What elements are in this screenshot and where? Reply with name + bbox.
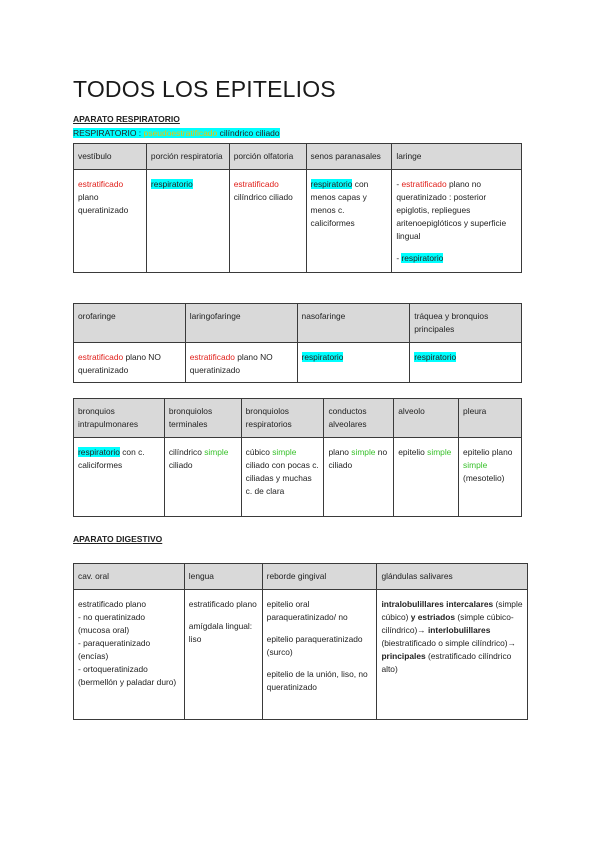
highlight-text: respiratorio [78,447,120,458]
red-text: estratificado [401,179,447,190]
cell-line: - no queratinizado [78,612,146,623]
cell-paragraph: epitelio de la unión, liso, no queratinizado [266,669,368,693]
bold-text: y [410,612,416,623]
cell-line: - ortoqueratinizado [78,664,148,675]
respiratory-table-3 [73,398,522,517]
table-cell [394,438,459,517]
digestive-table [73,563,528,720]
bold-text: estriados [417,612,456,623]
header-cell: senos paranasales [306,144,392,170]
bold-text: interlobulillares [427,625,491,636]
cell-paragraph: epitelio oral paraqueratinizado/ no [266,599,348,623]
respiratory-table-2 [73,303,522,383]
subtitle-rest: cilíndrico ciliado [219,128,280,138]
cell-text: plano [328,447,349,458]
red-text: estratificado [78,352,124,363]
header-cell: tráquea y bronquios principales [410,304,522,343]
table-cell [297,343,410,383]
highlight-text: respiratorio [414,352,457,363]
cell-text: ciliado [168,460,193,471]
header-cell: reborde gingival [262,564,377,590]
cell-line: - paraqueratinizado [78,638,151,649]
table-cell [306,170,392,273]
table-row [74,590,528,720]
table-cell [74,590,185,720]
cell-text: epitelio plano [463,447,513,458]
table-cell [392,170,522,273]
bold-text: principales [381,651,426,662]
cell-text: con menos capas y menos c. caliciformes [310,179,369,229]
header-cell: lengua [184,564,262,590]
table-header-row [74,399,522,438]
red-text: estratificado [78,179,124,190]
highlight-text: respiratorio [150,179,193,190]
table-cell [146,170,229,273]
header-cell: porción olfatoria [229,144,306,170]
respiratory-table-1 [73,143,522,273]
cell-text: no ciliado [328,447,388,471]
cell-line: (bermellón y paladar duro) [78,677,177,688]
table-cell [185,343,297,383]
table-row [74,170,522,273]
green-text: simple [427,447,452,458]
table-cell [410,343,522,383]
table-cell [164,438,241,517]
table-header-row [74,144,522,170]
table-cell [184,590,262,720]
section-heading-respiratory: APARATO RESPIRATORIO [73,114,180,124]
cell-text: (biestratificado o simple cilíndrico)→ [381,638,516,649]
header-cell: bronquios intrapulmonares [74,399,165,438]
cell-text: plano NO queratinizado [78,352,161,376]
table-row [74,438,522,517]
table-cell [459,438,522,517]
cell-text: (estratificado cilíndrico alto) [381,651,512,675]
salivary-block [381,598,523,676]
cell-text: plano no queratinizado : posterior epiglotis, repliegues aritenoepiglóticos y superficie lingual [396,179,507,242]
table-cell [377,590,528,720]
cell-text: cilíndrico ciliado [233,192,293,203]
table-cell [74,343,186,383]
cell-text: (simple cúbico) [381,599,523,623]
green-text: simple [204,447,229,458]
table-cell [74,438,165,517]
respiratory-subtitle [73,128,280,138]
green-text: simple [463,460,488,471]
red-text: estratificado [189,352,235,363]
highlight-text: respiratorio [310,179,353,190]
red-text: estratificado [233,179,279,190]
green-text: simple [351,447,376,458]
cell-paragraph: epitelio paraqueratinizado (surco) [266,634,363,658]
cell-text: - [396,253,402,264]
cell-text: - [396,179,402,190]
cell-paragraph: estratificado plano [188,599,257,610]
cell-paragraph: amígdala lingual: liso [188,621,253,645]
highlight-text: respiratorio [301,352,344,363]
table-cell [262,590,377,720]
table-cell [241,438,324,517]
header-cell: nasofaringe [297,304,410,343]
header-cell: laringofaringe [185,304,297,343]
page-title: TODOS LOS EPITELIOS [73,76,336,102]
header-cell: cav. oral [74,564,185,590]
bold-text: intralobulillares intercalares [381,599,494,610]
section-heading-digestive: APARATO DIGESTIVO [73,534,163,544]
cell-text: epitelio [398,447,425,458]
cell-line: (mucosa oral) [78,625,130,636]
header-cell: vestíbulo [74,144,147,170]
header-cell: pleura [459,399,522,438]
subtitle-label: RESPIRATORIO : [73,128,142,138]
header-cell: glándulas salivares [377,564,528,590]
cell-text: ciliado con pocas c. ciliadas y muchas c. de clara [245,460,319,497]
header-cell: conductos alveolares [324,399,394,438]
table-cell [229,170,306,273]
subtitle-faded-text: pseudoestratificado [143,128,218,138]
highlight-text: respiratorio [401,253,444,264]
cell-text: (mesotelio) [463,473,505,484]
cell-line: (encías) [78,651,109,662]
header-cell: porción respiratoria [146,144,229,170]
header-cell: laringe [392,144,522,170]
cell-text: con c. caliciformes [78,447,145,471]
cell-text: plano NO queratinizado [189,352,273,376]
cell-text: cúbico [245,447,270,458]
cell-line: estratificado plano [78,599,146,610]
cell-text: cilíndrico [168,447,202,458]
cell-text: plano queratinizado [78,192,129,216]
table-header-row [74,304,522,343]
table-cell [324,438,394,517]
header-cell: bronquiolos terminales [164,399,241,438]
table-cell [74,170,147,273]
green-text: simple [272,447,297,458]
cell-text: (simple cúbico-cilíndrico)→ [381,612,514,636]
header-cell: alveolo [394,399,459,438]
header-cell: bronquiolos respiratorios [241,399,324,438]
table-row [74,343,522,383]
table-header-row [74,564,528,590]
header-cell: orofaringe [74,304,186,343]
